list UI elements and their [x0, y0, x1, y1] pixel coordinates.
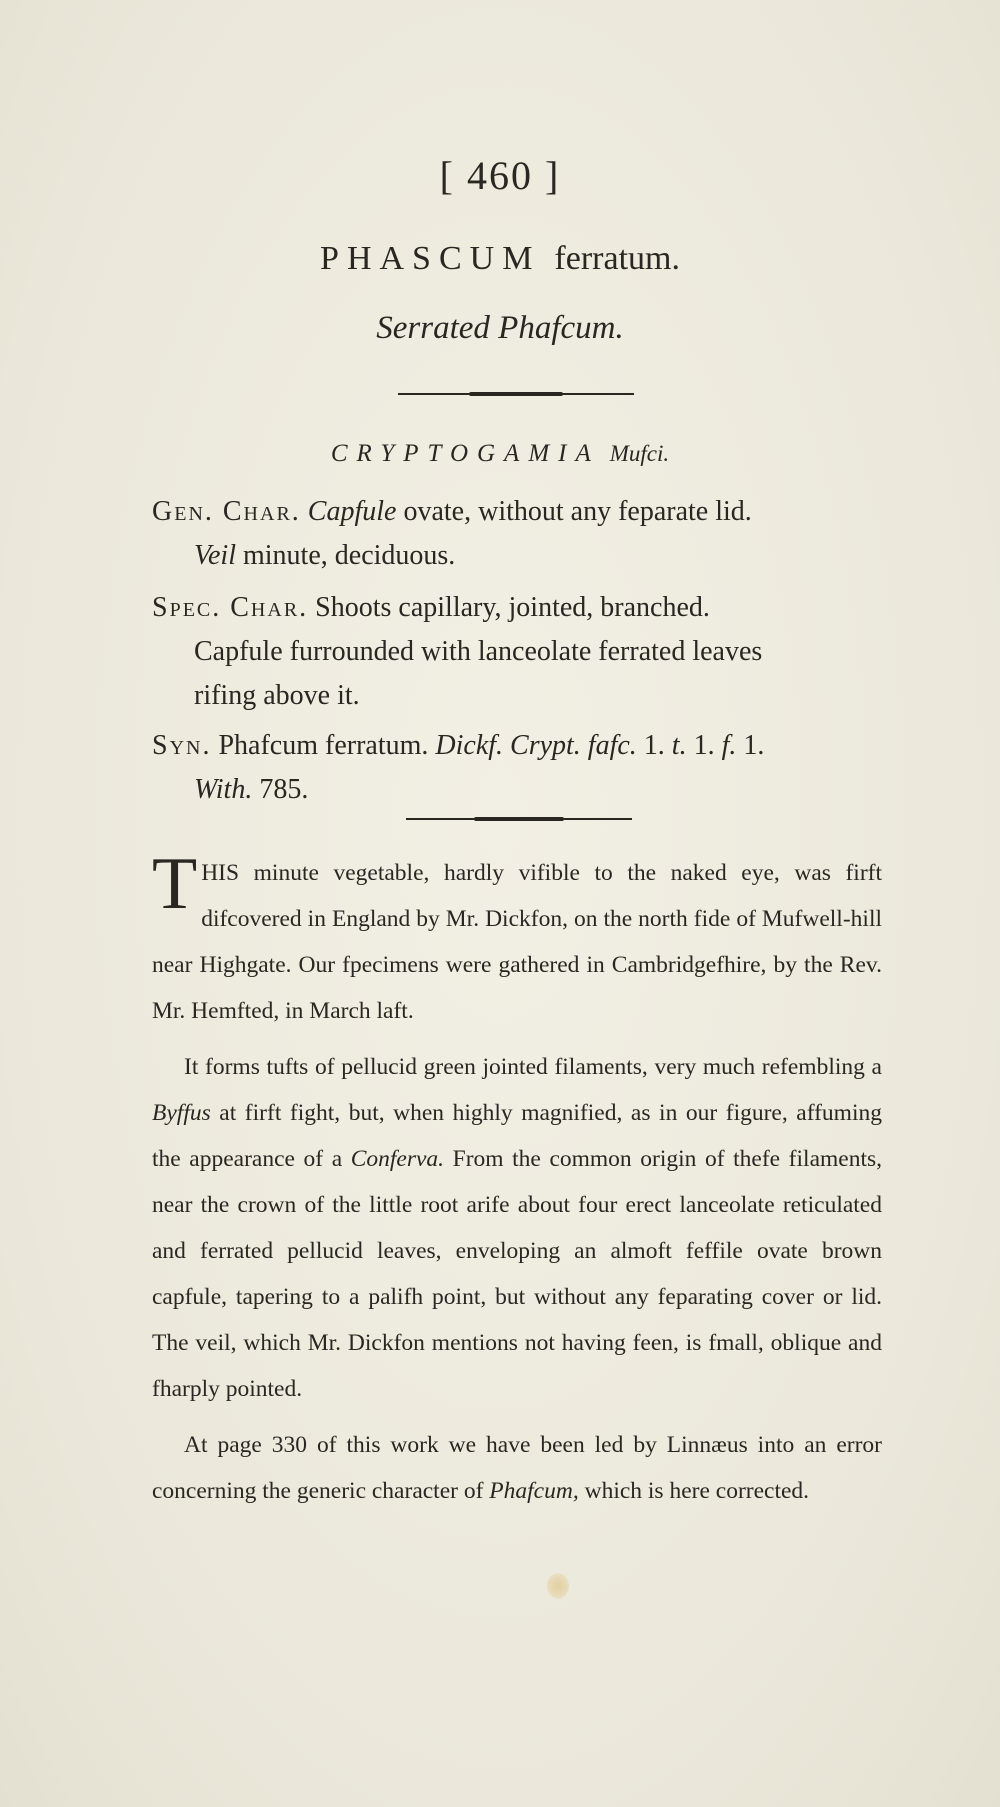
syn-text-5: 785. [252, 774, 309, 805]
paragraph-3-italic-1: Phafcum, [489, 1478, 579, 1504]
syn-italic-3: f. [721, 730, 737, 761]
common-name: Serrated Phafcum. [376, 310, 624, 346]
spec-char-text-1: Shoots capillary, jointed, branched. [308, 592, 710, 623]
drop-cap: T [152, 843, 198, 925]
paragraph-1-text: minute vegetable, hardly vifible to the naked eye, was firft difcovered in England by Mr. Dickfon, on the north fide of Mufwell-hill near Highgate. Our fpecimens were gathered in Cambridgefhire, by the Rev. Mr. Hemfted, in March laft. [152, 860, 882, 1024]
species-name: ferratum. [554, 240, 680, 277]
syn-text-2: 1. [636, 730, 672, 761]
gen-char-text-2: minute, deciduous. [236, 540, 456, 571]
syn-label: Syn. [152, 730, 212, 761]
description-text [152, 843, 883, 1524]
syn-italic-1: Dickf. Crypt. fafc. [435, 730, 637, 761]
genus-name: PHASCUM [320, 240, 541, 277]
spec-char-text-3: rifing above it. [194, 680, 360, 711]
paragraph-2-text-c: From the common origin of thefe filaments, near the crown of the little root arife about four erect lanceolate reticulated and ferrated pellucid leaves, enveloping an almoft feffile ovate brown capfule, tapering to a palifh point, but without any feparating cover or lid. The veil, which Mr. Dickfon mentions not having feen, is fmall, oblique and fharply pointed. [152, 1146, 883, 1402]
gen-char-line-2 [152, 534, 882, 578]
paragraph-2-text-b: at firft fight, but, when highly magnified, as in our figure, affuming the appearance of a [152, 1100, 882, 1172]
paragraph-2-italic-2: Conferva. [350, 1146, 445, 1172]
paragraph-3 [152, 1422, 882, 1514]
class-name: CRYPTOGAMIA [330, 440, 600, 467]
syn-italic-4: With. [194, 774, 253, 805]
paragraph-2 [152, 1044, 882, 1412]
gen-char-italic-1: Capfule [307, 496, 397, 527]
species-title [0, 240, 1000, 278]
page-number: [ 460 ] [439, 153, 561, 198]
order-name: Mufci. [609, 441, 670, 466]
syn-text-1: Phafcum ferratum. [211, 730, 436, 761]
paragraph-3-text-a: At page 330 of this work we have been led by Linnæus into an error concerning the generic character of [152, 1432, 882, 1504]
divider-rule [406, 818, 632, 820]
syn-italic-2: t. [671, 730, 687, 761]
syn-line-2 [152, 768, 882, 812]
paragraph-2-text-a: It forms tufts of pellucid green jointed filaments, very much refembling a [184, 1054, 882, 1080]
synonymy [152, 724, 882, 812]
paragraph-1 [152, 843, 882, 1034]
foxing-spot [547, 1573, 569, 1599]
spec-char-label: Spec. Char. [152, 592, 309, 623]
syn-text-4: 1. [736, 730, 765, 761]
paragraph-3-text-b: which is here corrected. [578, 1478, 810, 1504]
syn-text-3: 1. [686, 730, 722, 761]
paragraph-1-smallcaps: HIS [201, 860, 240, 886]
paragraph-2-italic-1: Byffus [152, 1100, 211, 1126]
generic-character [152, 490, 882, 578]
gen-char-label: Gen. Char. [152, 496, 301, 527]
spec-char-text-2: Capfule furrounded with lanceolate ferrated leaves [194, 636, 763, 667]
gen-char-text-1: ovate, without any feparate lid. [396, 496, 752, 527]
specific-character [152, 586, 882, 718]
classification [0, 440, 1000, 468]
gen-char-italic-2: Veil [194, 540, 236, 571]
divider-rule [398, 393, 634, 395]
